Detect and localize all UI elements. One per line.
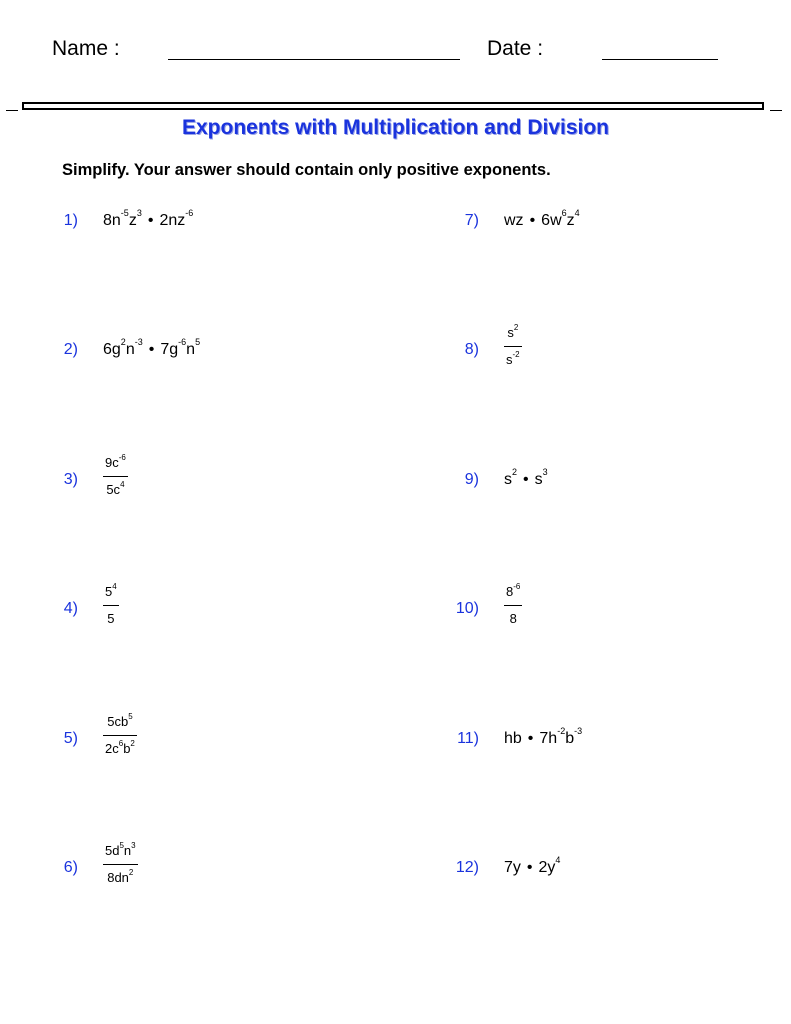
term-base: 2nz [159,212,186,229]
term-exponent: -5 [120,207,129,218]
term-base: 7y [504,859,521,876]
term-exponent: 4 [112,581,117,591]
term-exponent: -2 [512,349,520,359]
term-exponent: 3 [131,840,136,850]
term-base: n [125,341,135,358]
product-expression [103,207,194,230]
multiply-dot-icon: • [148,341,155,358]
term-exponent: -2 [557,725,566,736]
term-exponent: 5 [119,840,124,850]
term-exponent: 2 [120,336,126,347]
term-base: 6g [103,341,121,358]
name-label: Name : [52,37,120,60]
term-base: 5 [107,611,115,626]
term-exponent: 4 [574,207,580,218]
multiply-dot-icon: • [147,212,154,229]
fraction-bar [103,605,119,606]
term-exponent: -6 [185,207,194,218]
term-exponent: 6 [561,207,567,218]
date-label: Date : [487,37,544,60]
problem-number: 8) [464,341,479,358]
multiply-dot-icon: • [523,471,529,488]
fraction-bar [504,346,522,347]
problem-number: 11) [457,730,479,747]
fraction-expression [103,581,119,627]
term-exponent: -6 [118,452,126,462]
term-exponent: 5 [195,336,201,347]
fraction-bar [504,605,522,606]
problem-number: 3) [63,471,78,488]
term-base: 8n [103,212,121,229]
product-expression [504,207,580,230]
numerator [504,581,522,605]
term-exponent: -6 [178,336,187,347]
denominator [103,867,138,886]
worksheet-title: Exponents with Multiplication and Division [181,116,609,139]
fraction-bar [103,476,128,477]
term-base: 8 [509,611,517,626]
term-exponent: 6 [118,738,124,748]
numerator [103,711,137,735]
term-base: 2c [105,741,119,756]
problem-number: 9) [464,471,479,488]
numerator [103,452,128,476]
multiply-dot-icon: • [526,859,533,876]
instructions: Simplify. Your answer should contain only positive exponents. [62,161,551,179]
term-exponent: 4 [555,854,561,865]
term-base: z [128,212,137,229]
term-base: 8 [506,584,514,599]
numerator [504,322,522,346]
term-base: 5d [105,843,120,858]
term-base: z [566,212,575,229]
numerator [103,840,138,864]
term-base: wz [504,212,524,229]
denominator [504,611,522,627]
problem-number: 5) [63,730,78,747]
term-base: n [186,341,196,358]
numerator [103,581,119,605]
problem-number: 10) [455,600,479,617]
fraction-expression [103,711,137,757]
term-base: s [534,471,543,488]
fraction-expression [103,452,128,498]
product-expression [103,336,201,359]
term-base: 5c [106,482,121,497]
term-exponent: 2 [128,867,134,877]
problem-number: 7) [464,212,479,229]
fraction-expression [103,840,138,886]
right-margin-mark [770,110,782,111]
term-base: s [504,471,512,488]
term-exponent: 3 [136,207,142,218]
denominator [504,349,522,368]
fraction-bar [103,864,138,865]
product-expression [504,725,583,748]
problem-number: 6) [63,859,78,876]
term-base: 6w [541,212,562,229]
product-expression [504,854,561,877]
fraction-bar [103,735,137,736]
date-field[interactable] [602,59,718,60]
term-exponent: 2 [512,466,518,477]
product-expression [504,466,548,489]
denominator [103,738,137,757]
term-exponent: -3 [134,336,143,347]
fraction-expression [504,322,522,368]
term-base: 9c [105,455,119,470]
term-base: 2y [538,859,556,876]
term-exponent: 3 [542,466,548,477]
problem-number: 2) [63,341,78,358]
term-base: 7h [539,730,558,747]
problem-number: 4) [63,600,78,617]
header-rule [22,102,764,110]
denominator [103,479,128,498]
denominator [103,611,119,627]
left-margin-mark [6,110,18,111]
term-base: 5 [105,584,113,599]
term-base: 8dn [107,870,129,885]
multiply-dot-icon: • [527,730,534,747]
term-exponent: 5 [128,711,133,721]
multiply-dot-icon: • [529,212,536,229]
name-field[interactable] [168,59,460,60]
term-base: s [506,352,513,367]
term-base: b [565,730,575,747]
term-base: 5cb [107,714,129,729]
problem-number: 1) [63,212,78,229]
term-exponent: -6 [513,581,521,591]
term-exponent: 2 [513,322,519,332]
term-base: 7g [160,341,179,358]
term-exponent: 4 [120,479,125,489]
term-exponent: -3 [574,725,583,736]
fraction-expression [504,581,522,627]
term-base: b [123,741,131,756]
term-base: hb [504,730,522,747]
problem-number: 12) [455,859,479,876]
term-exponent: 2 [130,738,135,748]
term-base: s [507,325,514,340]
term-base: n [123,843,132,858]
